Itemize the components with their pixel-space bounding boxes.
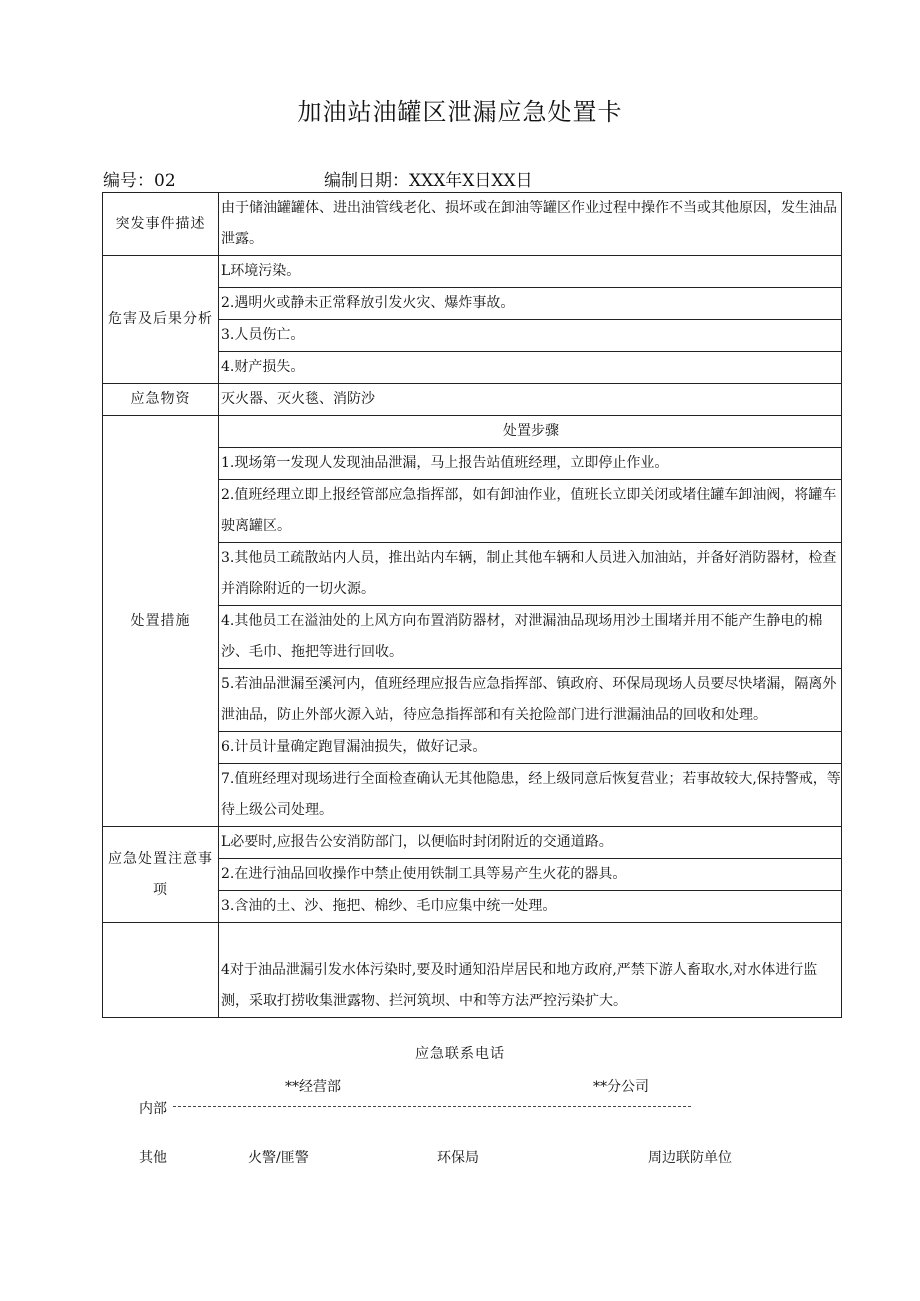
page-title: 加油站油罐区泄漏应急处置卡 [297,98,623,126]
note-item: L必要时,应报告公安消防部门，以便临时封闭附近的交通道路。 [219,827,842,859]
event-label: 突发事件描述 [103,193,219,256]
hazard-label: 危害及后果分析 [103,256,219,384]
hazard-item: 3.人员伤亡。 [219,320,842,352]
step-item: 1.现场第一发现人发现油品泄漏，马上报告站值班经理，立即停止作业。 [219,448,842,480]
card-number: 编号：02 [103,171,176,191]
table-row [103,827,842,859]
contacts-col-operations: **经营部 [285,1079,341,1095]
contacts-title: 应急联系电话 [415,1046,505,1062]
emergency-card-table [102,192,842,1018]
contacts-internal-label: 内部 [139,1101,167,1117]
compile-date: 编制日期：XXX年X日XX日 [324,171,533,191]
measures-label: 处置措施 [103,416,219,827]
table-row [103,416,842,448]
contacts-env-bureau: 环保局 [437,1150,479,1166]
supplies-label: 应急物资 [103,384,219,416]
hazard-item: 2.遇明火或静未正常释放引发火灾、爆炸事故。 [219,288,842,320]
notes-label: 应急处置注意事项 [103,827,219,923]
hazard-item: 4.财产损失。 [219,352,842,384]
note-item: 3.含油的土、沙、拖把、棉纱、毛巾应集中统一处理。 [219,891,842,923]
water-pollution-note: 4对于油品泄漏引发水体污染时,要及时通知沿岸居民和地方政府,严禁下游人畜取水,对水体进行监测，采取打捞收集泄露物、拦河筑坝、中和等方法严控污染扩大。 [219,923,842,1018]
contacts-fire-police: 火警/匪警 [248,1150,309,1166]
step-item: 4.其他员工在溢油处的上风方向布置消防器材，对泄漏油品现场用沙土围堵并用不能产生静电的棉沙、毛巾、拖把等进行回收。 [219,606,842,669]
step-item: 5.若油品泄漏至溪河内，值班经理应报告应急指挥部、镇政府、环保局现场人员要尽快堵漏，隔离外泄油品，防止外部火源入站，待应急指挥部和有关抢险部门进行泄漏油品的回收和处理。 [219,669,842,732]
supplies-text: 灭火器、灭火毯、消防沙 [219,384,842,416]
contacts-other-label: 其他 [139,1150,167,1166]
step-item: 6.计员计量确定跑冒漏油损失，做好记录。 [219,732,842,764]
contacts-neighbors: 周边联防单位 [648,1150,732,1166]
step-item: 3.其他员工疏散站内人员，推出站内车辆，制止其他车辆和人员进入加油站，并备好消防器材，检查并消除附近的一切火源。 [219,543,842,606]
table-row [103,384,842,416]
table-row [103,193,842,256]
table-row [103,256,842,288]
blank-label [103,923,219,1018]
step-item: 2.值班经理立即上报经管部应急指挥部，如有卸油作业，值班长立即关闭或堵住罐车卸油阀，将罐车驶离罐区。 [219,480,842,543]
table-row [103,923,842,1018]
contacts-col-branch: **分公司 [593,1079,649,1095]
note-item: 2.在进行油品回收操作中禁止使用铁制工具等易产生火花的器具。 [219,859,842,891]
steps-header: 处置步骤 [219,416,842,448]
dashed-divider [173,1106,691,1107]
hazard-item: L环境污染。 [219,256,842,288]
event-text: 由于储油罐罐体、进出油管线老化、损坏或在卸油等罐区作业过程中操作不当或其他原因，发生油品泄露。 [219,193,842,256]
step-item: 7.值班经理对现场进行全面检查确认无其他隐患，经上级同意后恢复营业；若事故较大,保持警戒，等待上级公司处理。 [219,764,842,827]
